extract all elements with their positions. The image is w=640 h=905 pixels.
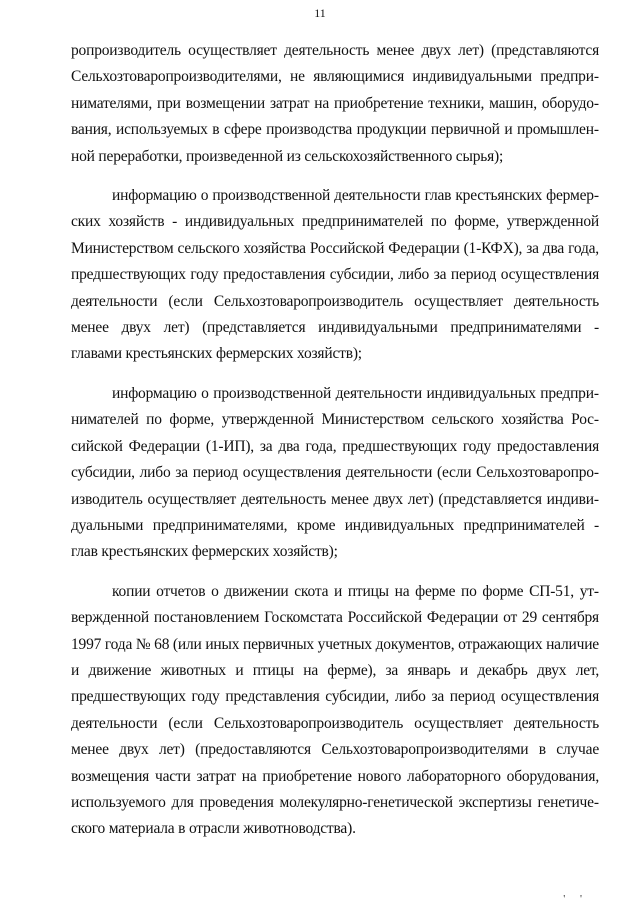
- document-body: [71, 38, 599, 843]
- paragraph-continuation: ропроизводитель осуществляет деятельность менее двух лет) (представляются Сельхозтоваропроизводителями, не являющимися индивидуальными предпринимателями, при возмещении затрат на приобретение техники, машин, оборудования, используемых в сфере производства продукции первичной и промышленной переработки, произведенной из сельскохозяйственного сырья);: [71, 42, 599, 165]
- paragraph-livestock-report: копии отчетов о движении скота и птицы на ферме по форме СП-51, утвержденной постановлением Госкомстата Российской Федерации от 29 сентября 1997 года № 68 (или иных первичных учетных документов, отражающих наличие и движение животных и птицы на ферме), за январь и декабрь двух лет, предшествующих году представления субсидии, либо за период осуществления деятельности (если Сельхозтоваропроизводитель осуществляет деятельность менее двух лет) (предоставляются Сельхозтоваропроизводителями в случае возмещения части затрат на приобретение нового лабораторного оборудования, используемого для проведения молекулярно-генетической экспертизы генетического материала в отрасли животноводства).: [71, 582, 599, 838]
- paragraph-ip-report: информацию о производственной деятельности индивидуальных предпринимателей по форме, утвержденной Министерством сельского хозяйства Российской Федерации (1-ИП), за два года, предшествующих году предоставления субсидии, либо за период осуществления деятельности (если Сельхозтоваропроизводитель осуществляет деятельность менее двух лет) (представляется индивидуальными предпринимателями, кроме индивидуальных предпринимателей - глав крестьянских фермерских хозяйств);: [71, 384, 599, 561]
- footer-scan-mark: ' ': [563, 893, 588, 905]
- page-number: 11: [314, 6, 326, 20]
- paragraph-kfh-report: информацию о производственной деятельности глав крестьянских фермерских хозяйств - индивидуальных предпринимателей по форме, утвержденной Министерством сельского хозяйства Российской Федерации (1-КФХ), за два года, предшествующих году предоставления субсидии, либо за период осуществления деятельности (если Сельхозтоваропроизводитель осуществляет деятельность менее двух лет) (представляется индивидуальными предпринимателями - главами крестьянских фермерских хозяйств);: [71, 187, 599, 363]
